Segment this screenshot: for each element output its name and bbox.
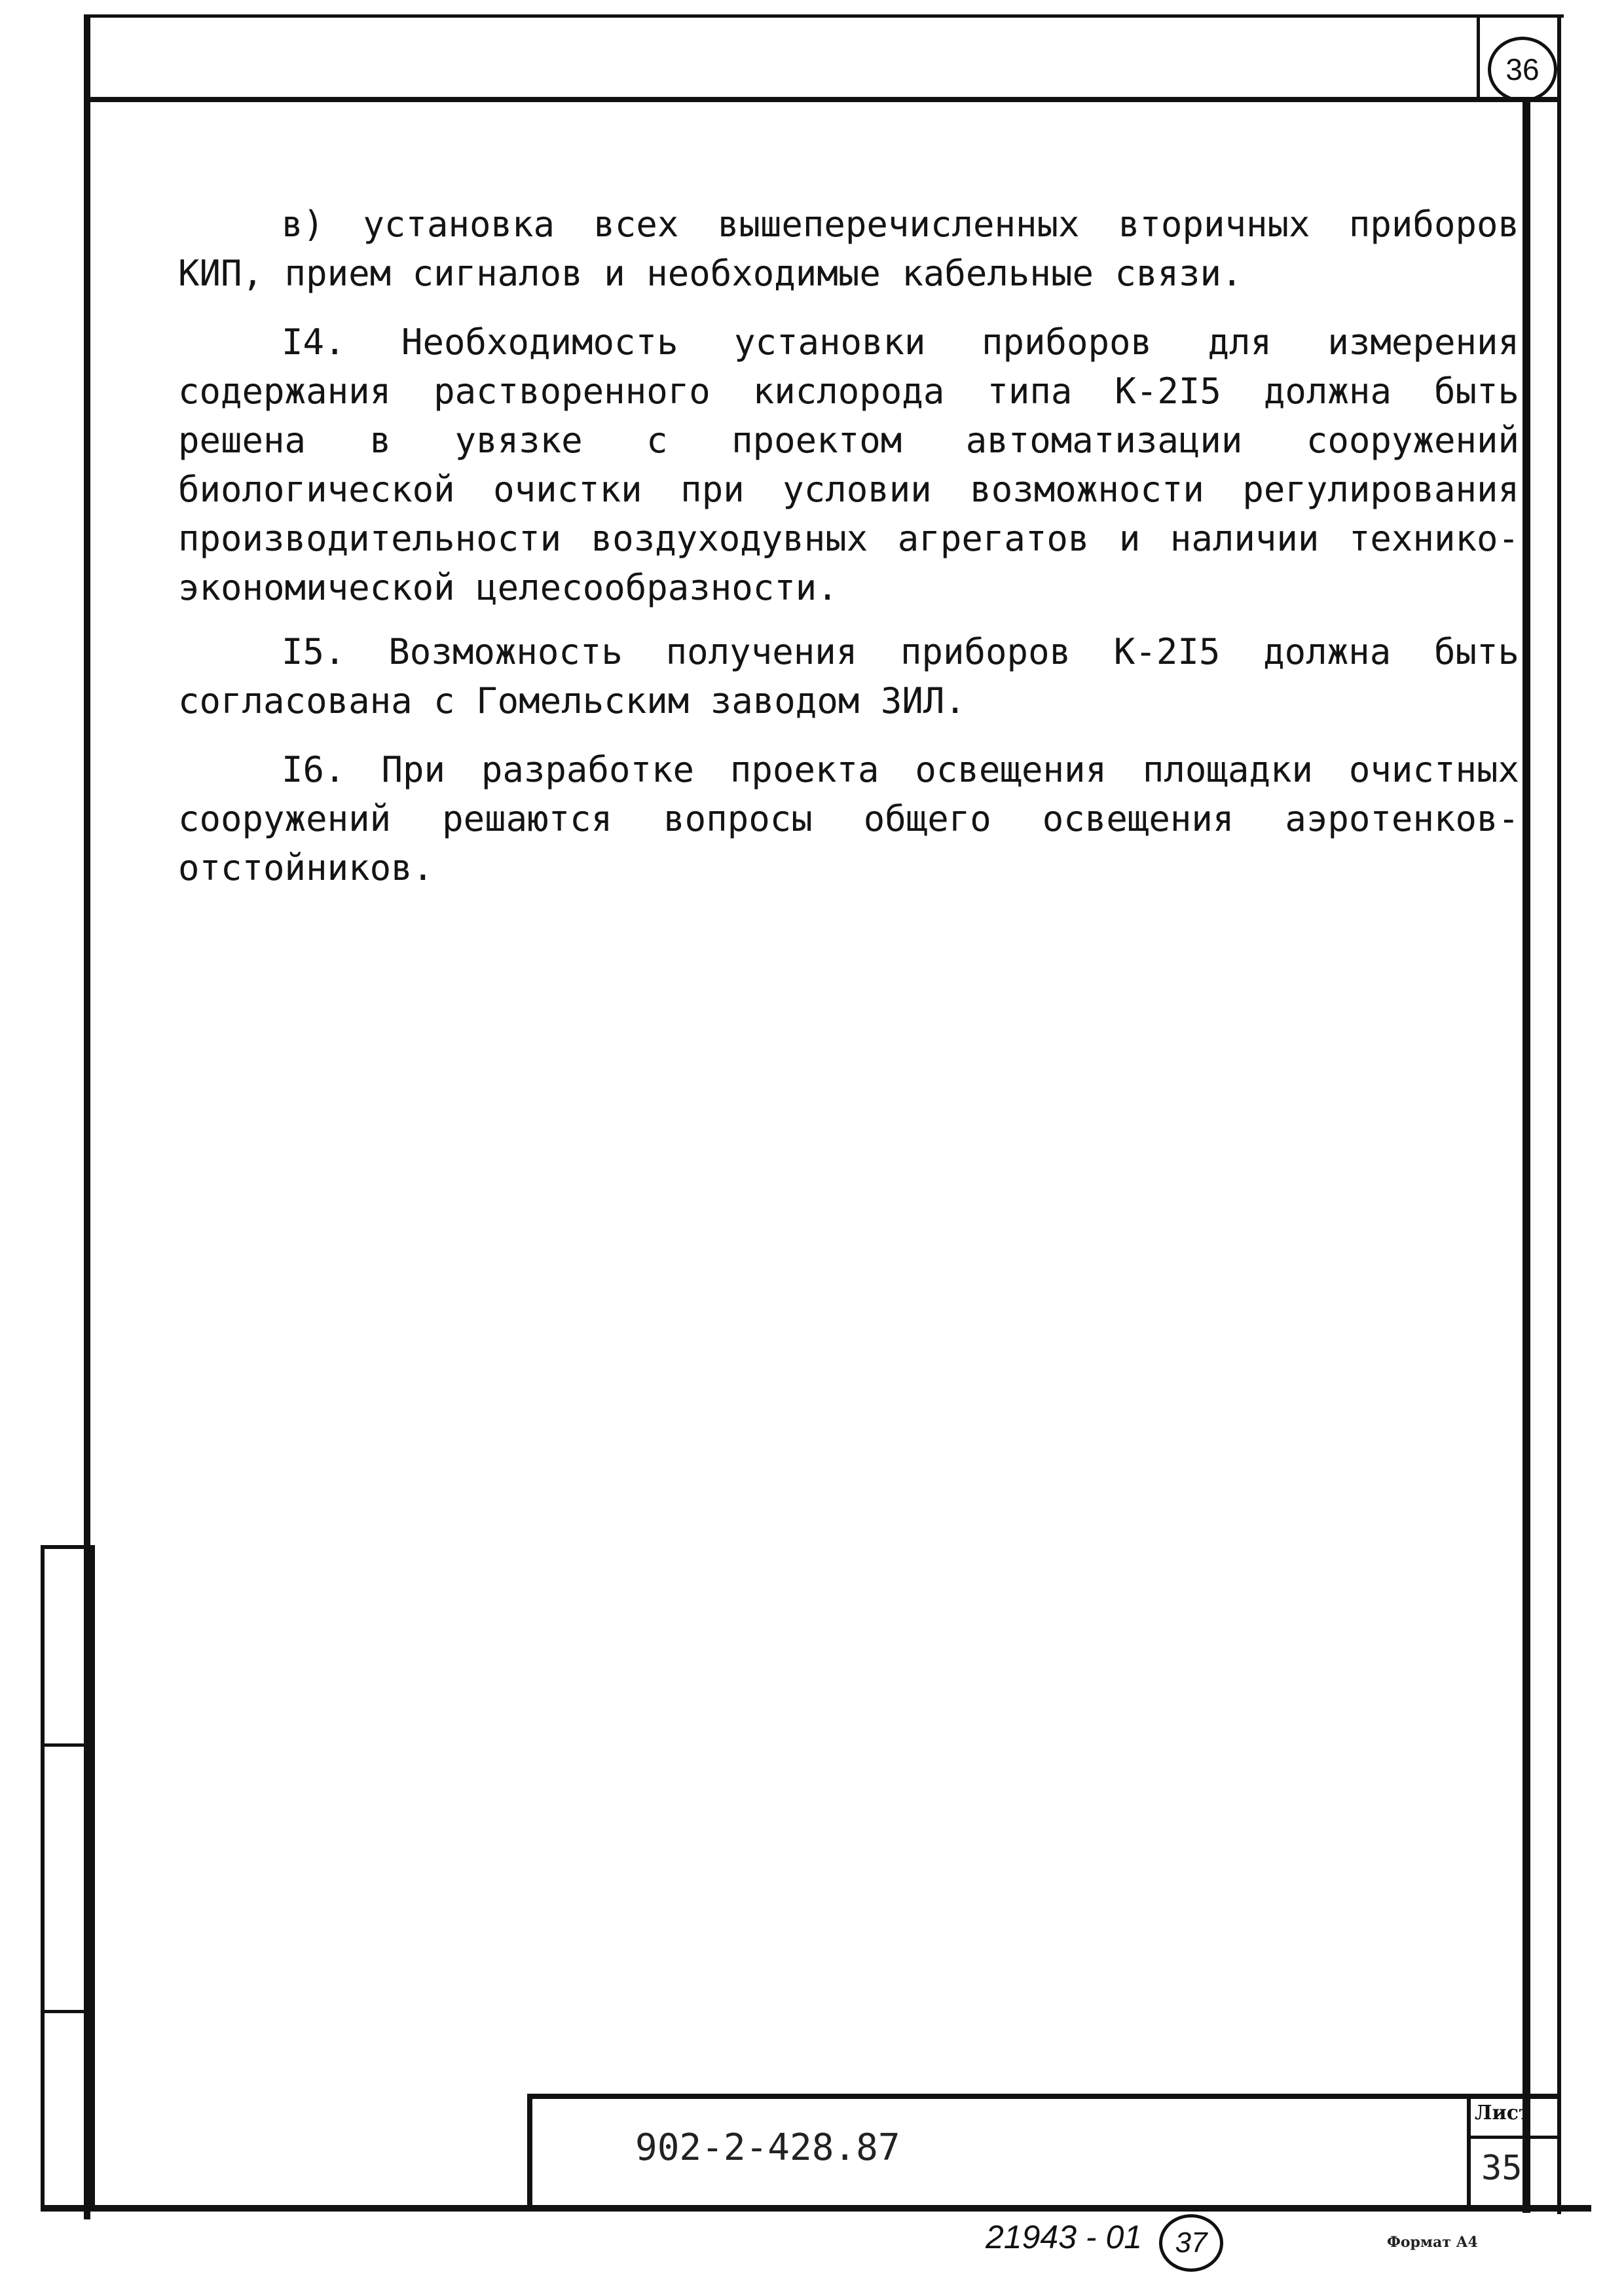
doc-code: 902-2-428.87 — [635, 2126, 900, 2169]
sheet-number: 35 — [1481, 2149, 1522, 2188]
page-number-circle — [1488, 37, 1557, 102]
body-text-16 — [178, 745, 1519, 892]
title-block-top — [527, 2094, 1559, 2099]
paragraph-14: I4. Необходимость установки приборов для измерения содержания растворенного кислорода типа К-2I5 должна быть решена в увязке с проектом автоматизации сооружений биологической очистки при условии возможности регулирования производительности воздуходувных агрегатов и наличии технико-экономической целесообразности. — [178, 321, 1519, 608]
inventory-circle-number: 37 — [1175, 2227, 1208, 2259]
body-text-15 — [178, 627, 1519, 725]
title-block-left — [527, 2094, 532, 2208]
inventory-circle — [1159, 2214, 1223, 2272]
margin-stamp-top — [41, 1545, 93, 1549]
frame-top-line — [84, 14, 1564, 18]
paragraph-v: в) установка всех вышеперечисленных вторичных приборов КИП, прием сигналов и необходимые кабельные связи. — [178, 204, 1519, 294]
paragraph-15: I5. Возможность получения приборов К-2I5 должна быть согласована с Гомельским заводом ЗИЛ. — [178, 631, 1519, 721]
margin-stamp-divider-1 — [41, 1743, 93, 1747]
page-number: 36 — [1505, 52, 1540, 86]
frame-right-line-outer — [1557, 14, 1561, 2214]
format-label: Формат А4 — [1387, 2234, 1478, 2251]
paragraph-16: I6. При разработке проекта освещения площадки очистных сооружений решаются вопросы общего освещения аэротенков-отстойников. — [178, 749, 1519, 888]
body-text — [178, 200, 1519, 298]
frame-bottom-line — [41, 2205, 1591, 2212]
margin-stamp-left — [41, 1545, 45, 2210]
frame-header-line — [84, 97, 1560, 102]
sheet-cell-left — [1467, 2095, 1471, 2210]
page-number-divider — [1477, 16, 1480, 100]
inventory-number: 21943 - 01 — [986, 2219, 1143, 2255]
frame-right-line-inner — [1522, 98, 1530, 2213]
margin-stamp-divider-2 — [41, 2010, 93, 2013]
body-text-14 — [178, 318, 1519, 612]
margin-stamp-right — [85, 1545, 95, 2210]
sheet-cell-divider — [1467, 2136, 1559, 2139]
sheet-label: Лист — [1475, 2102, 1531, 2124]
